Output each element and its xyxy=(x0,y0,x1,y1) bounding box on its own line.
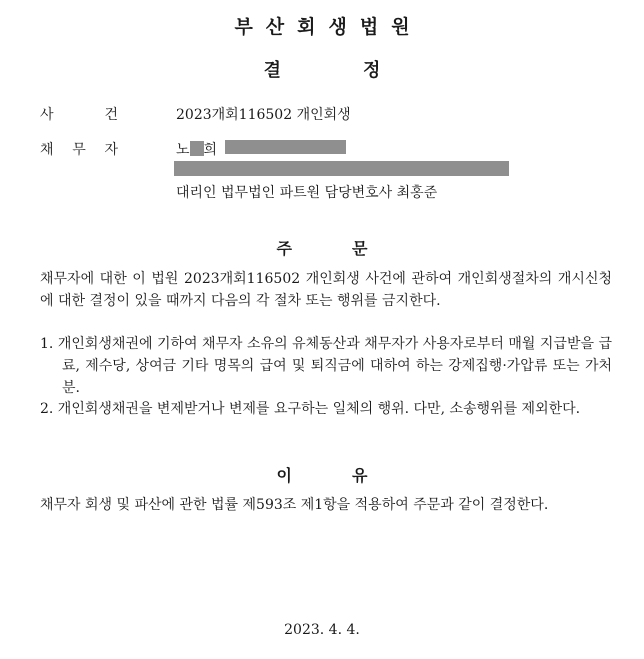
reason-text: 채무자 회생 및 파산에 관한 법률 제593조 제1항을 적용하여 주문과 같이 결정한다. xyxy=(40,497,549,513)
case-label xyxy=(40,104,118,124)
reason-heading-char: 이 xyxy=(276,466,292,485)
debtor-label-char: 채 xyxy=(40,142,54,158)
debtor-name-suffix: 희 xyxy=(203,142,218,158)
decision-date: 2023. 4. 4. xyxy=(284,622,360,638)
order-heading-char: 주 xyxy=(276,239,292,258)
reason-heading xyxy=(0,463,644,486)
order-item-2: 2. 개인회생채권을 변제받거나 변제를 요구하는 일체의 행위. 다만, 소송행위를 제외한다. xyxy=(40,401,581,417)
debtor-name-prefix: 노 xyxy=(176,142,190,158)
debtor-label-char: 무 xyxy=(72,142,86,158)
case-label-char: 사 xyxy=(40,107,54,123)
order-item-1: 1. 개인회생채권에 기하여 채무자 소유의 유체동산과 채무자가 사용자로부터 매월 지급받을 급료, 제수당, 상여금 기타 명목의 급여 및 퇴직금에 대하여 하는 강제집행·가압류 또는 가처분. xyxy=(40,336,612,396)
document-title-char-1: 결 xyxy=(263,60,281,81)
case-number: 2023개회116502 개인회생 xyxy=(176,107,351,123)
case-label-char: 건 xyxy=(104,107,118,123)
debtor-label xyxy=(40,139,118,159)
document-title-char-2: 정 xyxy=(363,60,381,81)
document-title xyxy=(0,56,644,82)
redaction-block xyxy=(174,161,509,176)
debtor-label-char: 자 xyxy=(104,142,118,158)
redaction-block xyxy=(225,140,346,154)
debtor-name xyxy=(176,139,217,159)
order-heading xyxy=(0,236,644,259)
order-heading-char: 문 xyxy=(352,239,368,258)
reason-heading-char: 유 xyxy=(352,466,368,485)
court-name: 부산회생법원 xyxy=(234,16,423,38)
redaction-block xyxy=(190,141,204,156)
order-text: 채무자에 대한 이 법원 2023개회116502 개인회생 사건에 관하여 개인회생절차의 개시신청에 대한 결정이 있을 때까지 다음의 각 절차 또는 행위를 금지한다. xyxy=(40,271,612,309)
debtor-representative: 대리인 법무법인 파트원 담당변호사 최홍준 xyxy=(176,185,438,201)
